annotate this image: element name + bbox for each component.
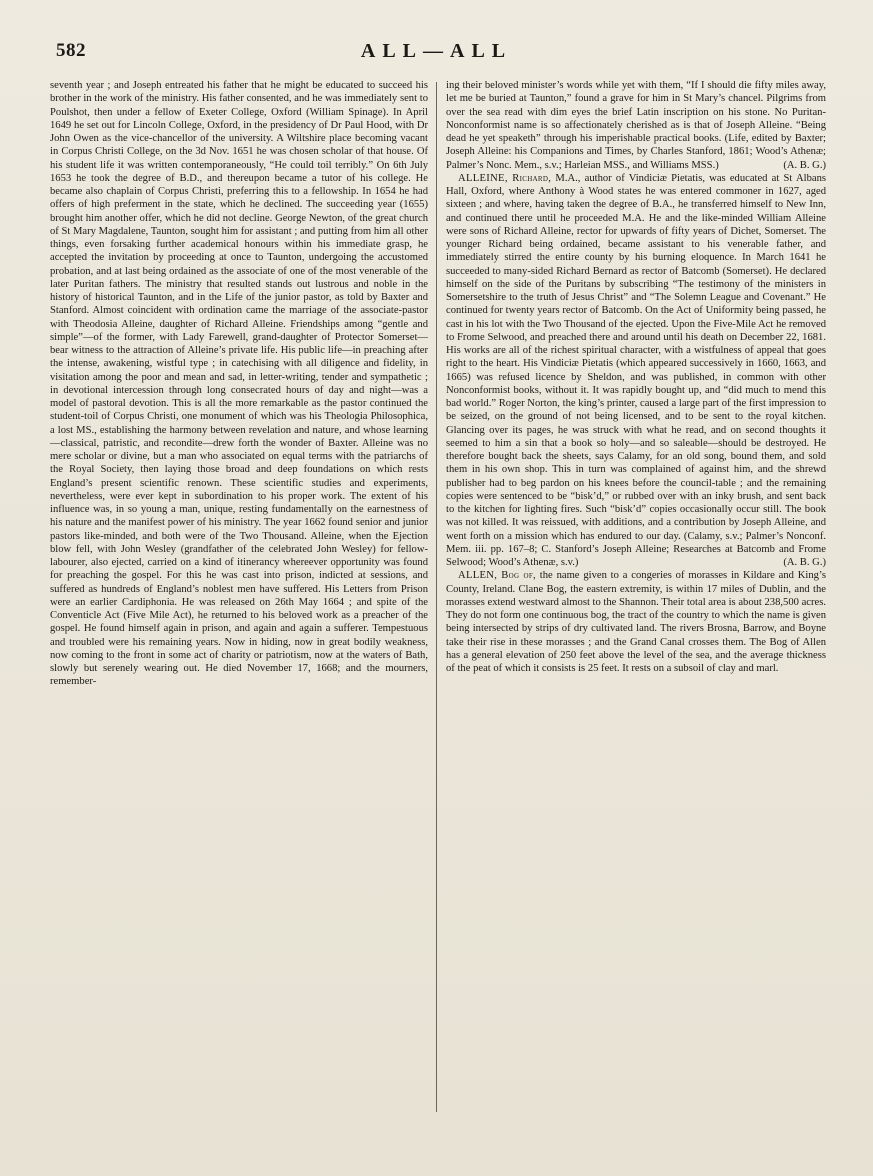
entry-alleine-richard — [446, 172, 826, 570]
continued-text: ing their beloved minister’s words while yet with them, “If I should die fifty miles away, let me be buried at Taunton,” found a grave for him in St Mary’s chancel. Pilgrims from over the sea read with dim eyes the brief Latin inscription on his stone. No Puritan-Nonconformist name is so affectionately cherished as is that of Joseph Alleine. “Being dead he yet speaketh” through his imperishable practical books. (Life, edited by Baxter; Joseph Alleine: his Companions and Times, by Charles Stanford, 1861; Wood’s Athenæ; Palmer’s Nonc. Mem., s.v.; Harleian MSS., and Williams MSS.) — [446, 80, 826, 171]
entry-allen-bog — [446, 569, 826, 675]
entry-text: the name given to a congeries of morasses in Kildare and King’s County, Ireland. Clane Bog, the eastern extremity, is within 17 miles of Dublin, and the morasses extend westward almost to the Shannon. Their total area is about 238,500 acres. They do not form one continuous bog, the tract of the country to which the name is given being intersected by strips of dry cultivated land. The rivers Brosna, Barrow, and Boyne take their rise in these morasses ; and the Grand Canal crosses them. The Bog of Allen has a general elevation of 250 feet above the level of the sea, and the average thickness of the peat of which it consists is 25 feet. It rests on a subsoil of clay and marl. — [446, 570, 826, 674]
entry-headword: ALLEN, Bog of, — [458, 570, 536, 582]
running-head: ALL—ALL — [360, 40, 513, 62]
entry-headword: ALLEINE, Richard, — [458, 172, 552, 184]
page-header — [56, 40, 817, 70]
column-divider — [436, 82, 437, 1112]
left-column — [50, 79, 428, 689]
entry-text: M.A., author of Vindiciæ Pietatis, was educated at St Albans Hall, Oxford, where Anthony à Wood states he was entered commoner in 1627, aged sixteen ; and where, having taken the degree of B.A., he transferred himself to New Inn, and continued there until he proceeded M.A. He and the like-minded William Alleine were sons of Richard Alleine, rector for upwards of fifty years of Dichet, Somerset. The younger Richard being ordained, became assistant to his venerable father, and immediately stirred the entire county by his burning eloquence. In March 1641 he succeeded to many-sided Richard Bernard as rector of Batcomb (Somerset). He declared himself on the side of the Puritans by subscribing “The testimony of the ministers in Somersetshire to the truth of Jesus Christ” and “The Solemn League and Covenant.” He continued for twenty years rector of Batcomb. On the Act of Uniformity being passed, he cast in his lot with the Two Thousand of the ejected. Upon the Five-Mile Act he removed to Frome Selwood, and preached there and around until his death on December 22, 1681. His works are all of the richest spiritual character, with a wistfulness of appeal that goes right to the heart. His Vindiciæ Pietatis (which appeared successively in 1660, 1663, and 1665) was refused licence by Sheldon, and was published, in common with other Nonconformist books, without it. It was rapidly bought up, and “did much to mend this bad world.” Roger Norton, the king’s printer, caused a large part of the first impression to be seized, on the ground of not being licensed, and to be sent to the royal kitchen. Glancing over its pages, he was struck with what he read, and on second thoughts it seemed to him a sin that a book so holy—and so saleable—should be destroyed. He therefore bought back the sheets, says Calamy, for an old song, bound them, and sold them in his own shop. This in turn was complained of against him, and the shrewd publisher had to beg pardon on his knees before the council-table ; and the remaining copies were sentenced to be “bisk’d,” or rubbed over with an inky brush, and sent back to the kitchen for lighting fires. Such “bisk’d” copies occasionally occur still. The book was not killed. It was reissued, with additions, and a contribution by Joseph Alleine, and went forth on a mission which has endured to our day. (Calamy, s.v.; Palmer’s Nonconf. Mem. iii. pp. 167–8; C. Stanford’s Joseph Alleine; Researches at Batcomb and Frome Selwood; Wood’s Athenæ, s.v.) — [446, 172, 826, 568]
right-column — [446, 79, 826, 675]
author-signature: (A. B. G.) — [783, 159, 826, 171]
left-paragraph: seventh year ; and Joseph entreated his father that he might be educated to succeed his brother in the work of the ministry. His father consented, and he was immediately sent to Poulshot, then under a fellow of Exeter College, Oxford (William Spinage). In April 1649 he set out for Lincoln College, Oxford, in the presidency of Dr Paul Hood, with Dr John Owen as the vice-chancellor of the university. A Wiltshire place becoming vacant in Corpus Christi College, on the 3d Nov. 1651 he was chosen scholar of that house. Of his student life it was written contemporaneously, “He could toil terribly.” On 6th July 1653 he took the degree of B.D., and thereupon became a tutor of his college. He became also chaplain of Corpus Christi, preferring this to a fellowship. In 1654 he had offers of high preferment in the state, which he declined. The succeeding year (1655) brought him another offer, which he did not decline. George Newton, of the great church of St Mary Magdalene, Taunton, sought him for assistant ; and putting from him all other things, even forsaking further academical honours within his immediate grasp, he accepted the invitation by proceeding at once to Taunton, undergoing the accustomed probation, and at last being ordained as the associate of one of the most venerable of the later Puritan fathers. The ministry that resulted stands out lustrous and noble in the history of historical Taunton, and in the Life of the junior pastor, as told by Baxter and Stanford. Almost coincident with ordination came the marriage of the associate-pastor with Theodosia Alleine, daughter of Richard Alleine. Friendships among “gentle and simple”—of the former, with Lady Farewell, grand-daughter of Protector Somerset—bear witness to the attraction of Alleine’s private life. His public life—in preaching after the intense, awakening, wistful type ; in catechising with all diligence and fidelity, in visitation among the poor and mean and sad, in letter-writing, tender and sympathetic ; in devotional intercession through long consecrated hours of day and night—was a model of pastoral devotion. This is all the more remarkable as the pastor continued the student-toil of Corpus Christi, one monument of which was his Theologia Philosophica, a lost MS., establishing the harmony between revelation and nature, and whose learning—classical, patristic, and recondite—drew forth the wonder of Baxter. Alleine was no mere scholar or divine, but a man who associated on equal terms with the patriarchs of the Royal Society, then laying those broad and deep foundations on which rests England’s present scientific renown. These scientific studies and experiments, nevertheless, were ever kept in subordination to his proper work. The extent of his influence was, in so young a man, unique, resting fundamentally on the earnestness of his nature and the manifest power of his ministry. The year 1662 found senior and junior pastors like-minded, and both were of the Two Thousand. Alleine, when the Ejection blow fell, with John Wesley (grandfather of the celebrated John Wesley) for fellow-labourer, also ejected, carried on a kind of itinerancy whereever opportunity was found for preaching the gospel. For this he was cast into prison, indicted at sessions, and suffered as hundreds of England’s noblest men have suffered. His Letters from Prison were an earlier Cardiphonia. He was released on 26th May 1664 ; and spite of the Conventicle Act (Five Mile Act), he returned to his beloved work as a preacher of the gospel. He found himself again in prison, and again and again a sufferer. Tempestuous and troubled were his remaining years. Now in hiding, now in great bodily weakness, now coming to the front in some act of charity or patriotism, now at the waters of Bath, slowly but serenely wearing out. He died November 17, 1668; and the mourners, remember- — [50, 80, 428, 688]
author-signature: (A. B. G.) — [783, 557, 826, 568]
page-number: 582 — [56, 40, 86, 61]
right-paragraph-continued — [446, 79, 826, 172]
